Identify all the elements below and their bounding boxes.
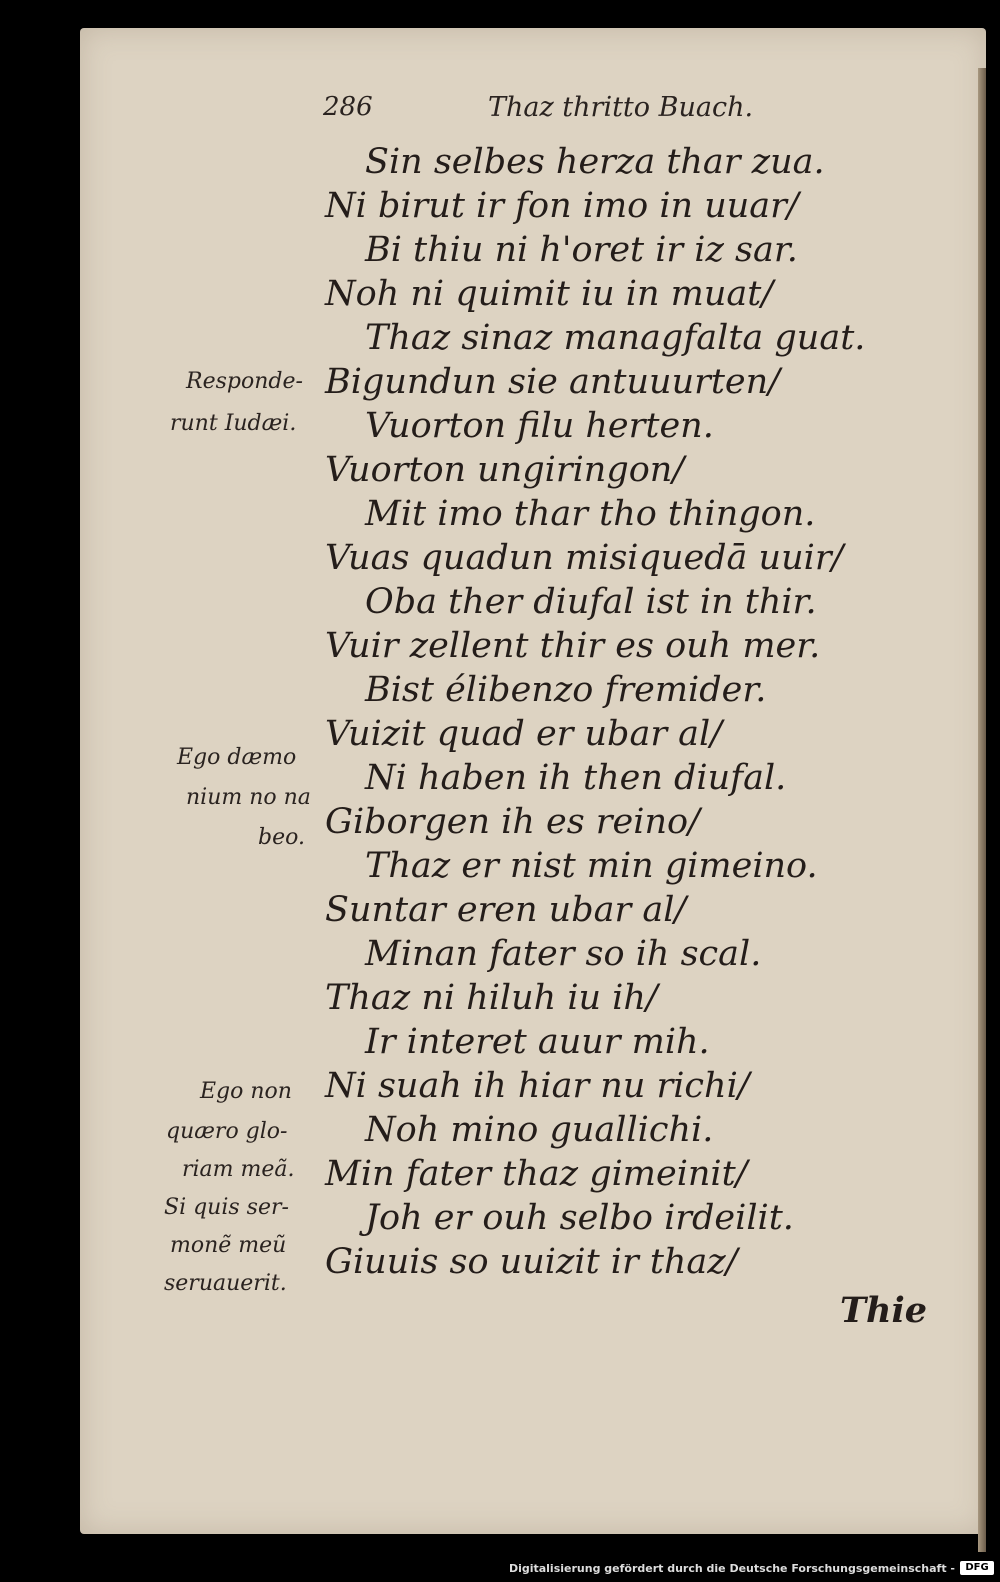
verse-line: Sin selbes herza thar zua. [365, 142, 825, 182]
verse-line: Ni haben ih then diufal. [365, 758, 787, 798]
marginal-note: nium no na [186, 785, 311, 810]
verse-line: Vuorton filu herten. [365, 406, 714, 446]
verse-line: Bi thiu ni h'oret ir iz sar. [365, 230, 798, 270]
verse-line: Minan fater so ih scal. [365, 934, 762, 974]
verse-line: Bigundun sie antuuurten/ [325, 362, 780, 402]
marginal-note: Si quis ser- [164, 1195, 289, 1220]
verse-line: Suntar eren ubar al/ [325, 890, 687, 930]
catchword: Thie [840, 1290, 928, 1331]
verse-line: Ni birut ir fon imo in uuar/ [325, 186, 799, 226]
verse-line: Thaz ni hiluh iu ih/ [325, 978, 658, 1018]
marginal-note: monẽ meũ [170, 1233, 287, 1258]
marginal-note: quæro glo- [166, 1119, 288, 1144]
marginal-note: Responde- [186, 369, 303, 394]
verse-line: Vuas quadun misiquedā uuir/ [325, 538, 844, 578]
verse-line: Bist élibenzo fremider. [365, 670, 767, 710]
verse-line: Vuizit quad er ubar al/ [325, 714, 723, 754]
marginal-note: Ego dæmo [177, 745, 297, 770]
verse-line: Giborgen ih es reino/ [325, 802, 700, 842]
page-header [323, 92, 793, 132]
verse-line: Thaz sinaz managfalta guat. [365, 318, 866, 358]
page-number: 286 [323, 92, 373, 122]
verse-line: Mit imo thar tho thingon. [365, 494, 816, 534]
marginal-note: runt Iudæi. [170, 411, 297, 436]
verse-line: Noh mino guallichi. [365, 1110, 714, 1150]
dfg-logo: DFG [960, 1561, 994, 1575]
verse-line: Ni suah ih hiar nu richi/ [325, 1066, 750, 1106]
verse-line: Vuir zellent thir es ouh mer. [325, 626, 821, 666]
verse-line: Joh er ouh selbo irdeilit. [365, 1198, 794, 1238]
verse-line: Vuorton ungiringon/ [325, 450, 685, 490]
verse-line: Oba ther diufal ist in thir. [365, 582, 817, 622]
verse-line: Min fater thaz gimeinit/ [325, 1154, 748, 1194]
verse-line: Ir interet auur mih. [365, 1022, 710, 1062]
marginal-note: seruauerit. [164, 1271, 287, 1296]
verse-line: Giuuis so uuizit ir thaz/ [325, 1242, 738, 1282]
funding-credit: Digitalisierung gefördert durch die Deutsche Forschungsgemeinschaft - [508, 1562, 955, 1575]
verse-line: Noh ni quimit iu in muat/ [325, 274, 774, 314]
marginal-note: Ego non [200, 1079, 292, 1104]
verse-line: Thaz er nist min gimeino. [365, 846, 818, 886]
marginal-note: beo. [258, 825, 305, 850]
marginal-note: riam meã. [182, 1157, 295, 1182]
footer-bar [0, 1552, 1000, 1582]
running-title: Thaz thritto Buach. [488, 92, 754, 123]
